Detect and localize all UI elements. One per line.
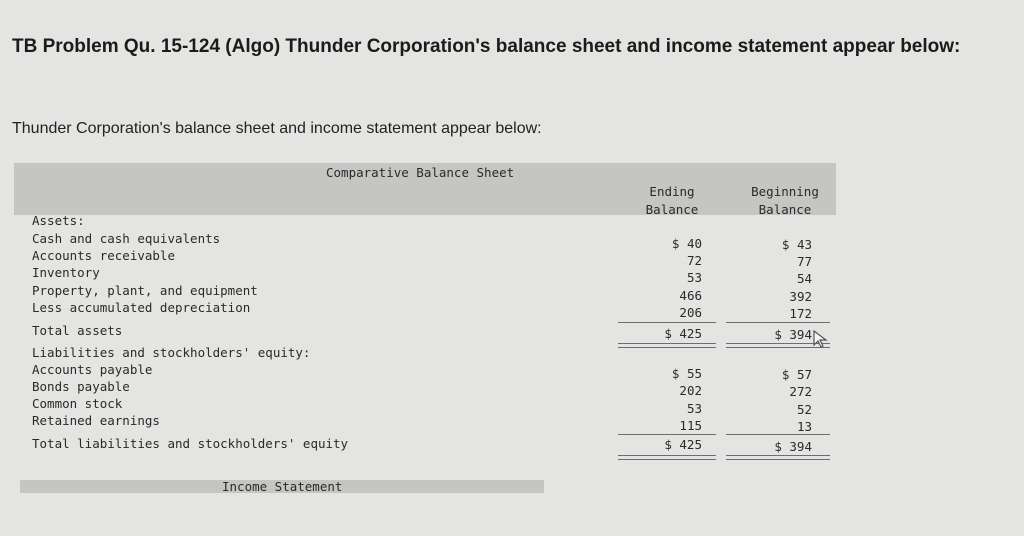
subtotal-rule-beginning xyxy=(726,322,830,323)
liab-total-rule-beginning xyxy=(726,455,830,460)
bonds-payable-beginning: 272 xyxy=(789,384,812,399)
total-assets-beginning: $ 394 xyxy=(774,327,812,342)
subtotal-rule-ending xyxy=(618,322,716,323)
total-rule-ending xyxy=(618,343,716,348)
accounts-payable-beginning: $ 57 xyxy=(781,367,812,382)
intro-text: Thunder Corporation's balance sheet and income statement appear below: xyxy=(12,120,542,137)
row-label-bonds-payable: Bonds payable xyxy=(32,379,130,394)
page-title: TB Problem Qu. 15-124 (Algo) Thunder Corporation's balance sheet and income statement appear below: xyxy=(12,36,961,57)
common-stock-ending: 53 xyxy=(686,401,702,416)
ppe-ending: 466 xyxy=(679,288,702,303)
total-liabilities-beginning: $ 394 xyxy=(774,439,812,454)
row-label-accounts-payable: Accounts payable xyxy=(32,362,153,377)
row-label-receivable: Accounts receivable xyxy=(32,248,175,263)
receivable-beginning: 77 xyxy=(796,254,812,269)
income-statement-title: Income Statement xyxy=(222,479,343,494)
depreciation-ending: 206 xyxy=(679,305,702,320)
inventory-ending: 53 xyxy=(686,270,702,285)
assets-heading: Assets: xyxy=(32,213,85,228)
total-assets-ending: $ 425 xyxy=(664,326,702,341)
common-stock-beginning: 52 xyxy=(796,402,812,417)
liabilities-heading: Liabilities and stockholders' equity: xyxy=(32,345,311,360)
comparative-balance-sheet xyxy=(14,163,836,463)
liab-subtotal-rule-beginning xyxy=(726,434,830,435)
accounts-payable-ending: $ 55 xyxy=(671,366,702,381)
receivable-ending: 72 xyxy=(686,253,702,268)
total-liabilities-ending: $ 425 xyxy=(664,437,702,452)
retained-earnings-beginning: 13 xyxy=(796,419,812,434)
total-liabilities-label: Total liabilities and stockholders' equity xyxy=(32,436,349,451)
row-label-cash: Cash and cash equivalents xyxy=(32,231,221,246)
balance-sheet-title: Comparative Balance Sheet xyxy=(326,165,515,180)
liab-total-rule-ending xyxy=(618,455,716,460)
retained-earnings-ending: 115 xyxy=(679,418,702,433)
mouse-pointer-icon xyxy=(812,329,834,354)
cash-ending: $ 40 xyxy=(671,236,702,251)
column-header-ending: Ending Balance xyxy=(645,184,699,217)
inventory-beginning: 54 xyxy=(796,271,812,286)
row-label-ppe: Property, plant, and equipment xyxy=(32,283,258,298)
ppe-beginning: 392 xyxy=(789,289,812,304)
row-label-common-stock: Common stock xyxy=(32,396,123,411)
column-header-beginning: Beginning Balance xyxy=(751,184,819,217)
row-label-retained-earnings: Retained earnings xyxy=(32,413,160,428)
depreciation-beginning: 172 xyxy=(789,306,812,321)
liab-subtotal-rule-ending xyxy=(618,434,716,435)
row-label-inventory: Inventory xyxy=(32,265,100,280)
cash-beginning: $ 43 xyxy=(781,237,812,252)
total-assets-label: Total assets xyxy=(32,323,123,338)
bonds-payable-ending: 202 xyxy=(679,383,702,398)
row-label-depreciation: Less accumulated depreciation xyxy=(32,300,251,315)
